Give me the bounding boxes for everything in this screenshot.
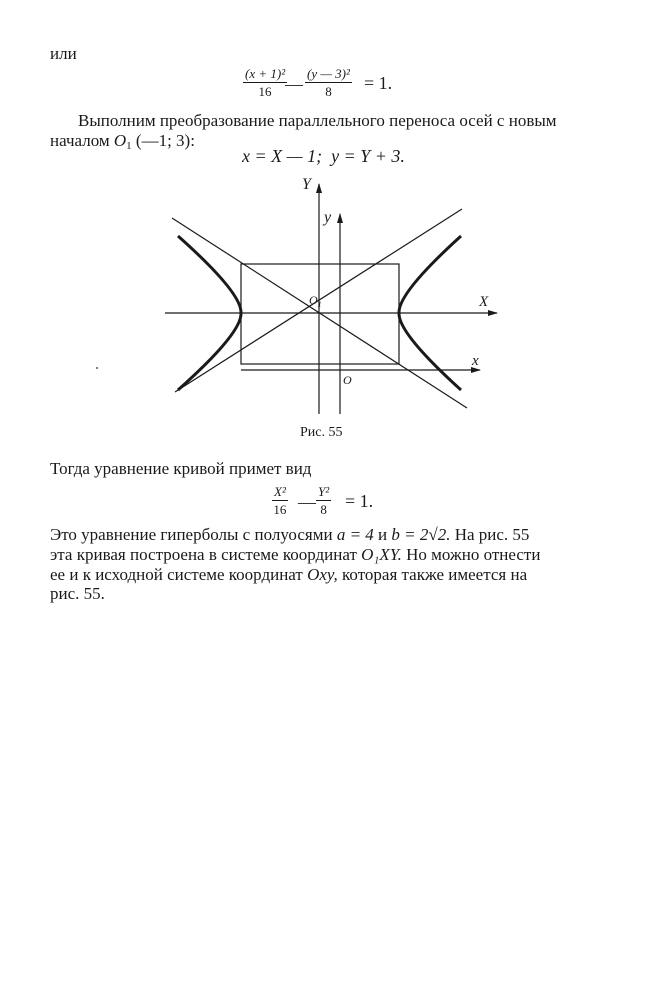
para3-line3 xyxy=(50,565,527,584)
para1-line2-pre: началом xyxy=(50,131,114,150)
stray-dot xyxy=(96,367,98,369)
para3-line3-post: которая также имеется на xyxy=(337,565,528,584)
para3-line2-pre: эта кривая построена в системе координат xyxy=(50,545,362,564)
eq3-num2: Y² xyxy=(318,484,330,499)
eq1-fraction-1 xyxy=(243,66,287,99)
eq1-num2: (y — 3)² xyxy=(307,66,350,81)
eq2-part2: y = Y + 3. xyxy=(331,146,405,166)
eq2-part1: x = X — 1; xyxy=(242,146,323,166)
text-ili: или xyxy=(50,44,77,63)
para1-line2-sub: 1 xyxy=(126,140,132,152)
eq2 xyxy=(242,147,405,166)
para1-line1: Выполним преобразование параллельного переноса осей с новым xyxy=(78,111,557,130)
para3-b: b = 2√2. xyxy=(391,525,451,544)
para3-line2-post: Но можно отнести xyxy=(401,545,541,564)
label-y: y xyxy=(324,209,332,226)
label-X: X xyxy=(479,294,489,310)
para3-line2 xyxy=(50,545,540,564)
para3-line3-pre: ее и к исходной системе координат xyxy=(50,565,308,584)
label-O1-sub: 1 xyxy=(317,300,322,309)
eq1-minus: — xyxy=(285,74,303,94)
para1-line2-O: O xyxy=(113,131,127,150)
para1-line2-post: (—1; 3): xyxy=(131,131,195,150)
label-Y: Y xyxy=(302,176,311,193)
figure-caption: Рис. 55 xyxy=(300,425,343,440)
eq1-den2: 8 xyxy=(325,84,332,99)
para3-line3-sys: Oxy, xyxy=(307,565,338,584)
eq1-fraction-2 xyxy=(305,66,352,99)
figure-hyperbola xyxy=(0,170,658,430)
eq3-den2: 8 xyxy=(320,502,327,517)
label-O1 xyxy=(309,293,322,309)
para3-a: a = 4 xyxy=(336,525,374,544)
para3-line2-sys: O₁XY. xyxy=(361,545,402,564)
para3-line1-pre: Это уравнение гиперболы с полуосями xyxy=(50,525,337,544)
eq3-num1: X² xyxy=(274,484,286,499)
para3-line1 xyxy=(50,525,529,544)
eq3-minus: — xyxy=(298,492,316,512)
para3-line1-post: На рис. 55 xyxy=(450,525,530,544)
label-O: O xyxy=(343,373,352,387)
eq3-rhs: = 1. xyxy=(345,491,374,511)
para3-and: и xyxy=(373,525,392,544)
eq1-den1: 16 xyxy=(258,84,272,99)
eq3-den1: 16 xyxy=(273,502,287,517)
eq1-rhs: = 1. xyxy=(364,73,393,93)
eq3-fraction-1 xyxy=(272,484,288,517)
eq1-num1: (x + 1)² xyxy=(245,66,286,81)
label-O1-letter: O xyxy=(309,293,318,307)
eq3-fraction-2 xyxy=(316,484,331,517)
para3-line4: рис. 55. xyxy=(50,584,105,603)
para1-line2 xyxy=(50,131,195,156)
para2: Тогда уравнение кривой примет вид xyxy=(50,459,312,478)
label-x: x xyxy=(472,353,479,369)
